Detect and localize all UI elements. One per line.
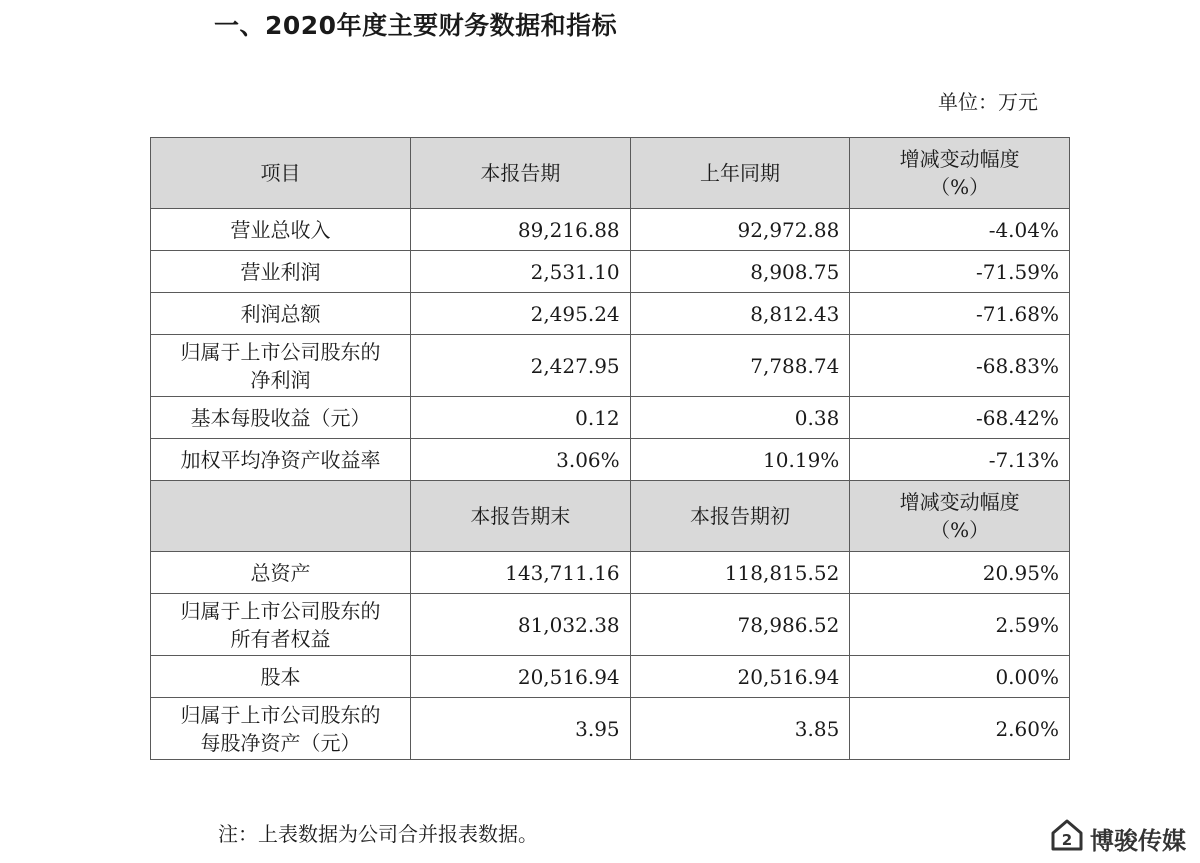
row-end: 3.95: [411, 698, 631, 760]
header-change-line1: 增减变动幅度: [899, 147, 1020, 171]
row-change: -68.83%: [850, 335, 1070, 397]
row-previous: 92,972.88: [630, 209, 850, 251]
unit-label: 单位：万元: [938, 90, 1038, 114]
table-footnote: 注：上表数据为公司合并报表数据。: [218, 822, 538, 846]
table-row: [151, 594, 1070, 656]
row-previous: 0.38: [630, 397, 850, 439]
header-previous: 上年同期: [630, 138, 850, 209]
row-item: [151, 335, 411, 397]
row-item-line1: 归属于上市公司股东的: [180, 702, 381, 727]
row-previous: 8,908.75: [630, 251, 850, 293]
table-subheader-row: [151, 481, 1070, 552]
row-previous: 10.19%: [630, 439, 850, 481]
row-change: 2.59%: [850, 594, 1070, 656]
header-change: [850, 138, 1070, 209]
row-change: -71.59%: [850, 251, 1070, 293]
row-item-line2: 净利润: [250, 367, 311, 392]
svg-text:2: 2: [1061, 831, 1073, 849]
table-row: [151, 698, 1070, 760]
row-begin: 20,516.94: [630, 656, 850, 698]
table-header-row: [151, 138, 1070, 209]
row-current: 89,216.88: [411, 209, 631, 251]
header-change-line2: （%）: [930, 175, 990, 199]
table-row: [151, 293, 1070, 335]
row-item: 营业利润: [151, 251, 411, 293]
row-begin: 3.85: [630, 698, 850, 760]
table-row: [151, 335, 1070, 397]
row-current: 3.06%: [411, 439, 631, 481]
row-end: 20,516.94: [411, 656, 631, 698]
page-heading: 一、2020年度主要财务数据和指标: [214, 11, 618, 40]
row-previous: 8,812.43: [630, 293, 850, 335]
row-end: 81,032.38: [411, 594, 631, 656]
subheader-begin: 本报告期初: [630, 481, 850, 552]
row-previous: 7,788.74: [630, 335, 850, 397]
row-item-line2: 所有者权益: [230, 626, 331, 651]
row-item: [151, 698, 411, 760]
row-change: -68.42%: [850, 397, 1070, 439]
row-change: 0.00%: [850, 656, 1070, 698]
row-change: 2.60%: [850, 698, 1070, 760]
financial-table: [150, 137, 1070, 760]
row-change: -71.68%: [850, 293, 1070, 335]
header-current: 本报告期: [411, 138, 631, 209]
row-change: -4.04%: [850, 209, 1070, 251]
subheader-end: 本报告期末: [411, 481, 631, 552]
table-row: [151, 209, 1070, 251]
row-current: 2,495.24: [411, 293, 631, 335]
table-row: [151, 552, 1070, 594]
watermark-text: 博骏传媒: [1090, 826, 1186, 855]
row-item-line2: 每股净资产（元）: [200, 730, 361, 755]
row-item: [151, 594, 411, 656]
row-change: 20.95%: [850, 552, 1070, 594]
table-row: [151, 397, 1070, 439]
subheader-change-line2: （%）: [930, 518, 990, 542]
watermark: [1050, 818, 1186, 858]
row-end: 143,711.16: [411, 552, 631, 594]
row-begin: 118,815.52: [630, 552, 850, 594]
subheader-item: [151, 481, 411, 552]
brand-logo-icon: [1050, 818, 1084, 858]
subheader-change: [850, 481, 1070, 552]
row-current: 2,531.10: [411, 251, 631, 293]
row-current: 0.12: [411, 397, 631, 439]
header-item: 项目: [151, 138, 411, 209]
subheader-change-line1: 增减变动幅度: [899, 490, 1020, 514]
row-item: 利润总额: [151, 293, 411, 335]
table-row: [151, 251, 1070, 293]
row-item: 加权平均净资产收益率: [151, 439, 411, 481]
row-current: 2,427.95: [411, 335, 631, 397]
row-begin: 78,986.52: [630, 594, 850, 656]
row-item: 基本每股收益（元）: [151, 397, 411, 439]
table-row: [151, 656, 1070, 698]
row-item-line1: 归属于上市公司股东的: [180, 339, 381, 364]
row-change: -7.13%: [850, 439, 1070, 481]
row-item: 营业总收入: [151, 209, 411, 251]
row-item-line1: 归属于上市公司股东的: [180, 598, 381, 623]
table-row: [151, 439, 1070, 481]
row-item: 股本: [151, 656, 411, 698]
row-item: 总资产: [151, 552, 411, 594]
